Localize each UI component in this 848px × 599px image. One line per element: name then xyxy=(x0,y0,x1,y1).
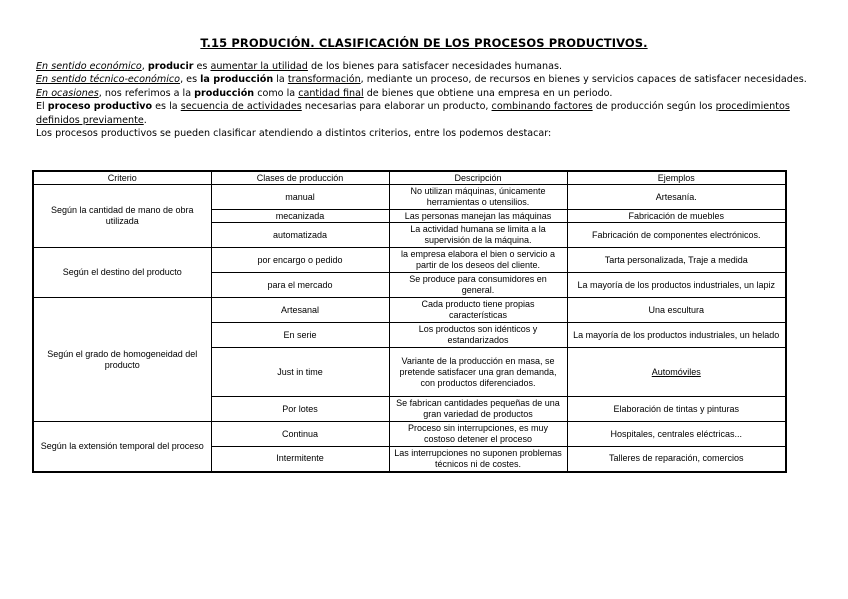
term-procedimientos: procedimientos definidos previamente xyxy=(36,101,790,126)
intro-text xyxy=(36,60,821,140)
text: necesarias para elaborar un producto, xyxy=(301,101,492,113)
ejemplo-cell: Artesanía. xyxy=(567,185,786,210)
term-combinando-factores: combinando factores xyxy=(491,101,593,113)
clase-cell: Por lotes xyxy=(211,397,389,422)
criterio-cell: Según la cantidad de mano de obra utilizada xyxy=(33,185,211,248)
ejemplo-cell: La mayoría de los productos industriales, un lapiz xyxy=(567,273,786,298)
term-proceso-productivo: proceso productivo xyxy=(47,101,153,113)
ejemplo-cell: La mayoría de los productos industriales, un helado xyxy=(567,323,786,348)
clase-cell: Intermitente xyxy=(211,447,389,472)
ejemplo-cell: Talleres de reparación, comercios xyxy=(567,447,786,472)
ejemplo-cell: Automóviles xyxy=(567,348,786,397)
term-sentido-economico: En sentido económico xyxy=(36,61,142,72)
text: , xyxy=(141,61,148,72)
text: de producción según los xyxy=(592,101,716,113)
criterio-cell: Según la extensión temporal del proceso xyxy=(33,422,211,472)
text: es xyxy=(193,61,211,72)
header-ejemplos: Ejemplos xyxy=(567,171,786,185)
intro-paragraph-2 xyxy=(36,73,821,86)
intro-paragraph-1 xyxy=(36,60,821,73)
ejemplo-cell: Hospitales, centrales eléctricas... xyxy=(567,422,786,447)
clase-cell: manual xyxy=(211,185,389,210)
clase-cell: automatizada xyxy=(211,223,389,248)
ejemplo-cell: Fabricación de muebles xyxy=(567,210,786,223)
term-cantidad-final: cantidad final xyxy=(298,87,364,99)
descripcion-cell: Proceso sin interrupciones, es muy costoso detener el proceso xyxy=(389,422,567,447)
clase-cell: Continua xyxy=(211,422,389,447)
term-sentido-tecnico: En sentido técnico-económico xyxy=(36,74,181,86)
descripcion-cell: Se produce para consumidores en general. xyxy=(389,273,567,298)
descripcion-cell: No utilizan máquinas, únicamente herramientas o utensilios. xyxy=(389,185,567,210)
descripcion-cell: Se fabrican cantidades pequeñas de una gran variedad de productos xyxy=(389,397,567,422)
header-criterio: Criterio xyxy=(33,171,211,185)
term-produccion: producción xyxy=(194,87,255,99)
intro-paragraph-4 xyxy=(36,100,821,127)
table-row xyxy=(33,185,786,210)
header-clases: Clases de producción xyxy=(211,171,389,185)
text: El xyxy=(36,101,48,113)
descripcion-cell: La actividad humana se limita a la supervisión de la máquina. xyxy=(389,223,567,248)
text: de los bienes para satisfacer necesidades humanas. xyxy=(307,61,563,72)
clase-cell: Artesanal xyxy=(211,298,389,323)
clase-cell: para el mercado xyxy=(211,273,389,298)
table-row xyxy=(33,298,786,323)
table-header-row xyxy=(33,171,786,185)
term-secuencia-actividades: secuencia de actividades xyxy=(180,101,302,113)
ejemplo-cell: Tarta personalizada, Traje a medida xyxy=(567,248,786,273)
text: , nos referimos a la xyxy=(98,87,195,99)
header-descripcion: Descripción xyxy=(389,171,567,185)
descripcion-cell: la empresa elabora el bien o servicio a partir de los deseos del cliente. xyxy=(389,248,567,273)
text: como la xyxy=(254,87,299,99)
intro-paragraph-3 xyxy=(36,87,821,100)
text: , mediante un proceso, de recursos en bienes y servicios capaces de satisfacer necesidades. xyxy=(360,74,807,86)
ejemplo-cell: Fabricación de componentes electrónicos. xyxy=(567,223,786,248)
term-aumentar-utilidad: aumentar la utilidad xyxy=(210,61,308,72)
text: , es xyxy=(180,74,201,86)
term-transformacion: transformación xyxy=(287,74,361,86)
clase-cell: Just in time xyxy=(211,348,389,397)
clase-cell: En serie xyxy=(211,323,389,348)
ejemplo-cell: Una escultura xyxy=(567,298,786,323)
descripcion-cell: Variante de la producción en masa, se pretende satisfacer una gran demanda, con productos diferenciados. xyxy=(389,348,567,397)
ejemplo-cell: Elaboración de tintas y pinturas xyxy=(567,397,786,422)
table-row xyxy=(33,248,786,273)
clase-cell: por encargo o pedido xyxy=(211,248,389,273)
text: la xyxy=(273,74,288,86)
table-row xyxy=(33,422,786,447)
term-en-ocasiones: En ocasiones xyxy=(36,87,99,99)
page-title: T.15 PRODUCIÓN. CLASIFICACIÓN DE LOS PROCESOS PRODUCTIVOS. xyxy=(200,36,648,50)
term-producir: producir xyxy=(147,61,194,72)
classification-table xyxy=(32,170,787,473)
descripcion-cell: Los productos son idénticos y estandarizados xyxy=(389,323,567,348)
intro-paragraph-5: Los procesos productivos se pueden clasificar atendiendo a distintos criterios, entre los podemos destacar: xyxy=(36,128,552,140)
criterio-cell: Según el grado de homogeneidad del producto xyxy=(33,298,211,422)
descripcion-cell: Cada producto tiene propias características xyxy=(389,298,567,323)
descripcion-cell: Las personas manejan las máquinas xyxy=(389,210,567,223)
criterio-cell: Según el destino del producto xyxy=(33,248,211,298)
clase-cell: mecanizada xyxy=(211,210,389,223)
descripcion-cell: Las interrupciones no suponen problemas técnicos ni de costes. xyxy=(389,447,567,472)
term-la-produccion: la producción xyxy=(200,74,274,86)
text: es la xyxy=(152,101,181,113)
text: de bienes que obtiene una empresa en un periodo. xyxy=(363,87,613,99)
text: . xyxy=(143,114,147,126)
